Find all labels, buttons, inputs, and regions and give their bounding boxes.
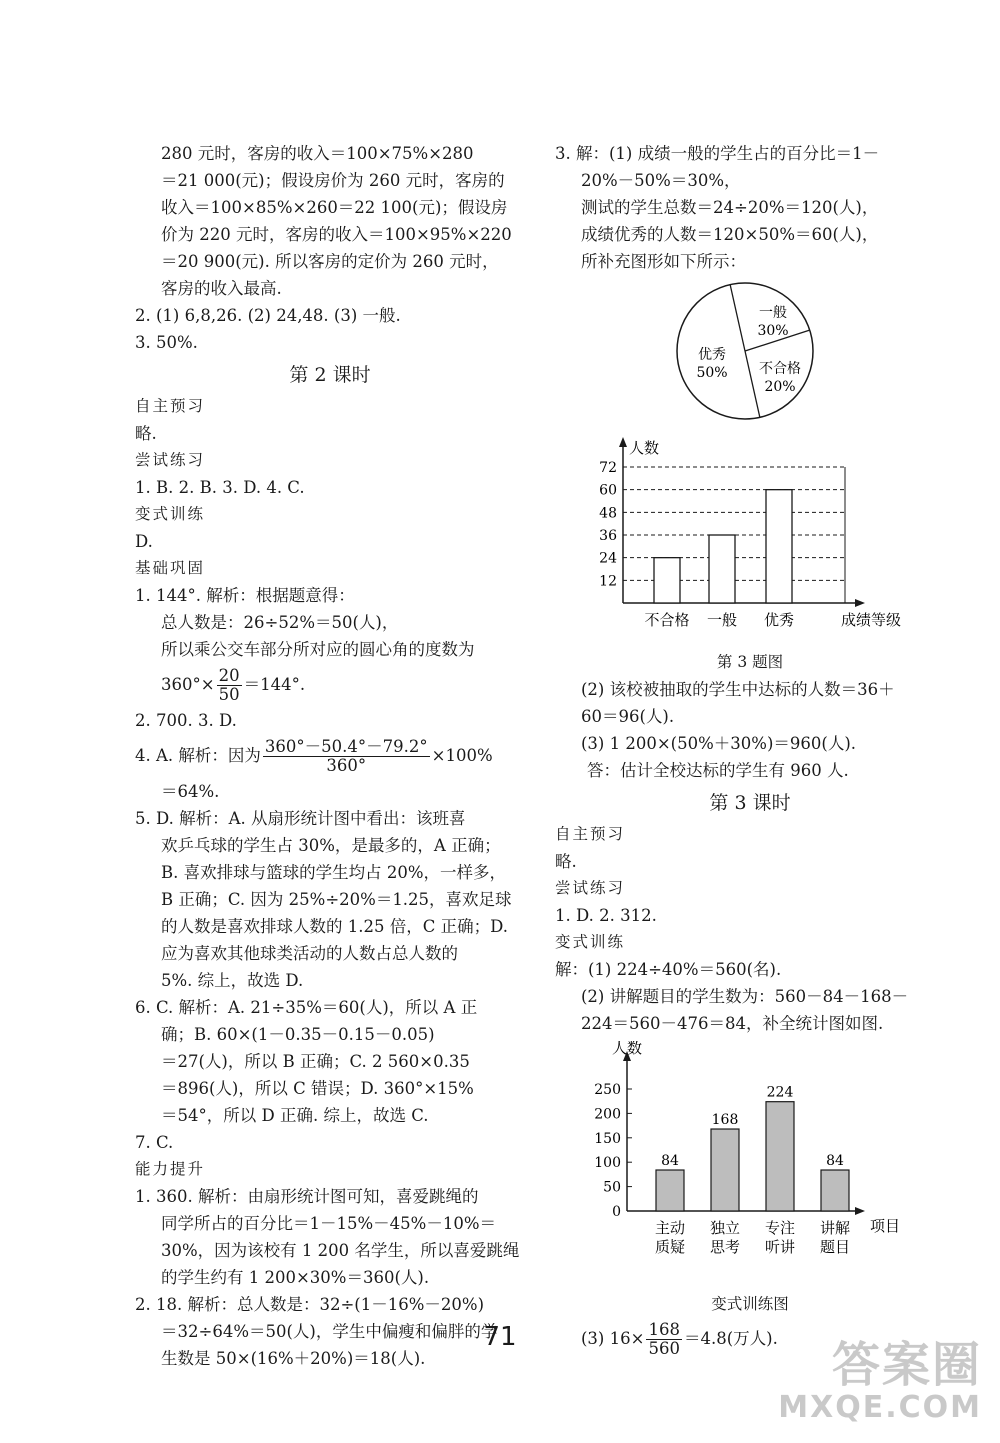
text-line: 总人数是：26÷52%＝50(人)， — [161, 613, 399, 632]
bar — [821, 1170, 849, 1211]
answer-line: 3. 50%. — [135, 333, 198, 352]
y-tick-label: 36 — [599, 528, 617, 544]
text-line: 收入＝100×85%×260＝22 100(元)；假设房 — [161, 198, 508, 217]
text-line: ＝896(人)，所以 C 错误；D. 360°×15% — [161, 1079, 474, 1098]
y-tick-label: 24 — [599, 550, 617, 567]
numerator: 168 — [648, 1320, 680, 1339]
answer-line: 6. C. 解析：A. 21÷35%＝60(人)，所以 A 正 — [135, 998, 478, 1017]
numerator: 20 — [218, 666, 240, 685]
answer-line: D. — [135, 532, 153, 551]
numerator: 360°－50.4°－79.2° — [264, 737, 428, 756]
text-line: 价为 220 元时，客房的收入＝100×95%×220 — [161, 225, 512, 244]
fraction — [217, 667, 242, 704]
formula-text: (3) 16× — [581, 1329, 645, 1348]
left-column — [135, 140, 525, 1372]
x-tick-label: 专注 — [764, 1219, 796, 1237]
bar-chart-items — [555, 1041, 945, 1287]
section-label: 尝试练习 — [135, 451, 206, 469]
pie-label: 优秀 — [698, 347, 726, 363]
text-line: ＝54°，所以 D 正确. 综上，故选 C. — [161, 1106, 429, 1125]
y-axis-arrow — [619, 437, 627, 447]
data-label: 84 — [661, 1153, 679, 1170]
text-line: 5%. 综上，故选 D. — [161, 971, 304, 990]
text-line: 客房的收入最高. — [161, 279, 282, 298]
x-tick-label: 优秀 — [763, 611, 795, 629]
text-line: 成绩优秀的人数＝120×50%＝60(人)， — [581, 225, 879, 244]
x-tick-label: 独立 — [709, 1219, 741, 1237]
x-tick-label: 讲解 — [819, 1219, 851, 1237]
text-line: 测试的学生总数＝24÷20%＝120(人)， — [581, 198, 879, 217]
answer-line: 1. 144°. 解析：根据题意得： — [135, 586, 355, 605]
data-label: 168 — [711, 1112, 739, 1129]
x-axis-arrow — [855, 599, 865, 607]
section-label: 变式训练 — [555, 933, 626, 951]
text-line: B 正确；C. 因为 25%÷20%＝1.25，喜欢足球 — [161, 890, 512, 909]
right-column — [555, 140, 945, 1360]
fraction — [263, 738, 430, 775]
y-axis-label: 人数 — [629, 439, 660, 457]
section-label: 变式训练 — [135, 505, 206, 523]
y-tick-label: 100 — [594, 1155, 621, 1172]
pie-chart — [555, 279, 945, 429]
formula-text: 4. A. 解析：因为 — [135, 746, 261, 765]
formula-line — [135, 663, 525, 707]
x-tick-label: 听讲 — [764, 1238, 796, 1256]
answer-line: 1. D. 2. 312. — [555, 906, 657, 925]
x-axis-label: 项目 — [869, 1217, 901, 1235]
text-line: 应为喜欢其他球类活动的人数占总人数的 — [161, 944, 458, 963]
formula-text: ＝4.8(万人). — [683, 1329, 778, 1348]
bar — [654, 558, 680, 603]
answer-line: 1. 360. 解析：由扇形统计图可知，喜爱跳绳的 — [135, 1187, 479, 1206]
y-tick-label: 60 — [599, 482, 617, 499]
data-label: 84 — [826, 1153, 844, 1170]
pie-divider — [745, 351, 760, 418]
section-label: 基础巩固 — [135, 559, 206, 577]
y-axis-label: 人数 — [611, 1041, 643, 1057]
formula-text: ×100% — [431, 746, 493, 765]
answer-line: 解：(1) 224÷40%＝560(名). — [555, 960, 782, 979]
text-line: 224＝560－476＝84，补全统计图如图. — [581, 1014, 884, 1033]
bar — [766, 1102, 794, 1211]
x-axis-label: 成绩等级 — [840, 611, 902, 629]
pie-label: 不合格 — [759, 361, 801, 377]
section-heading: 第 2 课时 — [289, 364, 371, 386]
bar — [709, 535, 735, 603]
formula-text: 360°× — [161, 675, 215, 694]
text-line: 280 元时，客房的收入＝100×75%×280 — [161, 144, 474, 163]
text-line: 所补充图形如下所示： — [581, 252, 746, 271]
section-label: 自主预习 — [555, 825, 626, 843]
section-label: 能力提升 — [135, 1160, 206, 1178]
figure-caption: 变式训练图 — [711, 1295, 789, 1313]
x-tick-label: 主动 — [654, 1219, 686, 1237]
x-tick-label: 质疑 — [654, 1238, 686, 1256]
answer-line: 3. 解：(1) 成绩一般的学生占的百分比＝1－ — [555, 144, 880, 163]
x-axis-arrow — [855, 1207, 865, 1215]
formula-text: ＝144°. — [243, 675, 306, 694]
pie-value: 20% — [764, 379, 796, 395]
text-line: 同学所占的百分比＝1－15%－45%－10%＝ — [161, 1214, 497, 1233]
text-line: 所以乘公交车部分所对应的圆心角的度数为 — [161, 640, 475, 659]
section-label: 自主预习 — [135, 397, 206, 415]
section-label: 尝试练习 — [555, 879, 626, 897]
answer-line: 7. C. — [135, 1133, 174, 1152]
x-tick-label: 思考 — [709, 1238, 741, 1256]
bar-chart-grades — [555, 433, 945, 645]
watermark — [778, 1337, 982, 1425]
y-tick-label: 72 — [599, 460, 617, 476]
y-tick-label: 50 — [603, 1179, 621, 1196]
answer-line: 1. B. 2. B. 3. D. 4. C. — [135, 478, 305, 497]
text-line: 的学生约有 1 200×30%＝360(人). — [161, 1268, 430, 1287]
denominator: 360° — [326, 756, 367, 775]
text-line: 欢乒乓球的学生占 30%，是最多的，A 正确； — [161, 836, 501, 855]
y-tick-label: 12 — [599, 573, 617, 590]
watermark-text: 答案圈 — [831, 1337, 982, 1393]
text-line: 30%，因为该校有 1 200 名学生，所以喜爱跳绳 — [161, 1241, 520, 1260]
pie-label: 一般 — [759, 305, 787, 321]
text-line: 生数是 50×(16%＋20%)＝18(人). — [161, 1349, 426, 1368]
text-line: ＝64%. — [161, 782, 220, 801]
bar — [711, 1129, 739, 1211]
pie-divider — [730, 284, 745, 351]
x-tick-label: 一般 — [706, 611, 738, 629]
text-line: ＝32÷64%＝50(人)，学生中偏瘦和偏胖的学 — [161, 1322, 498, 1341]
pie-value: 50% — [696, 365, 728, 381]
text-line: 的人数是喜欢排球人数的 1.25 倍，C 正确；D. — [161, 917, 508, 936]
y-tick-label: 150 — [594, 1130, 621, 1147]
denominator: 50 — [218, 685, 240, 704]
text-line: 答：估计全校达标的学生有 960 人. — [587, 761, 849, 780]
bar — [766, 490, 792, 603]
answer-line: 略. — [135, 424, 157, 443]
answer-line: 2. 700. 3. D. — [135, 711, 237, 730]
watermark-url: MXQE.COM — [778, 1390, 982, 1425]
answer-line: 2. 18. 解析：总人数是：32÷(1－16%－20%) — [135, 1295, 485, 1314]
y-tick-label: 250 — [594, 1082, 621, 1098]
formula-line — [135, 734, 525, 778]
text-line: (2) 该校被抽取的学生中达标的人数＝36＋ — [581, 680, 895, 699]
answer-line: 5. D. 解析：A. 从扇形统计图中看出：该班喜 — [135, 809, 466, 828]
answer-line: 略. — [555, 852, 577, 871]
text-line: 20%－50%＝30%， — [581, 171, 741, 190]
text-line: (2) 讲解题目的学生数为：560－84－168－ — [581, 987, 909, 1006]
text-line: (3) 1 200×(50%＋30%)＝960(人). — [581, 734, 857, 753]
data-label: 224 — [766, 1084, 794, 1101]
text-line: 60＝96(人). — [581, 707, 675, 726]
text-line: 确；B. 60×(1－0.35－0.15－0.05) — [161, 1025, 435, 1044]
page-number: 71 — [483, 1322, 517, 1352]
text-line: B. 喜欢排球与篮球的学生均占 20%，一样多， — [161, 863, 507, 882]
y-tick-label: 200 — [594, 1106, 621, 1123]
text-line: ＝27(人)，所以 B 正确；C. 2 560×0.35 — [161, 1052, 470, 1071]
text-line: ＝20 900(元). 所以客房的定价为 260 元时， — [161, 252, 499, 271]
x-tick-label: 不合格 — [644, 611, 690, 629]
y-tick-label: 48 — [599, 505, 617, 522]
answer-line: 2. (1) 6,8,26. (2) 24,48. (3) 一般. — [135, 306, 401, 325]
section-heading: 第 3 课时 — [709, 792, 791, 814]
denominator: 560 — [648, 1339, 680, 1358]
pie-value: 30% — [757, 323, 789, 339]
text-line: ＝21 000(元)；假设房价为 260 元时，客房的 — [161, 171, 505, 190]
figure-caption: 第 3 题图 — [716, 653, 784, 671]
y-tick-label: 0 — [612, 1204, 621, 1220]
x-tick-label: 题目 — [819, 1238, 851, 1256]
bar — [656, 1170, 684, 1211]
